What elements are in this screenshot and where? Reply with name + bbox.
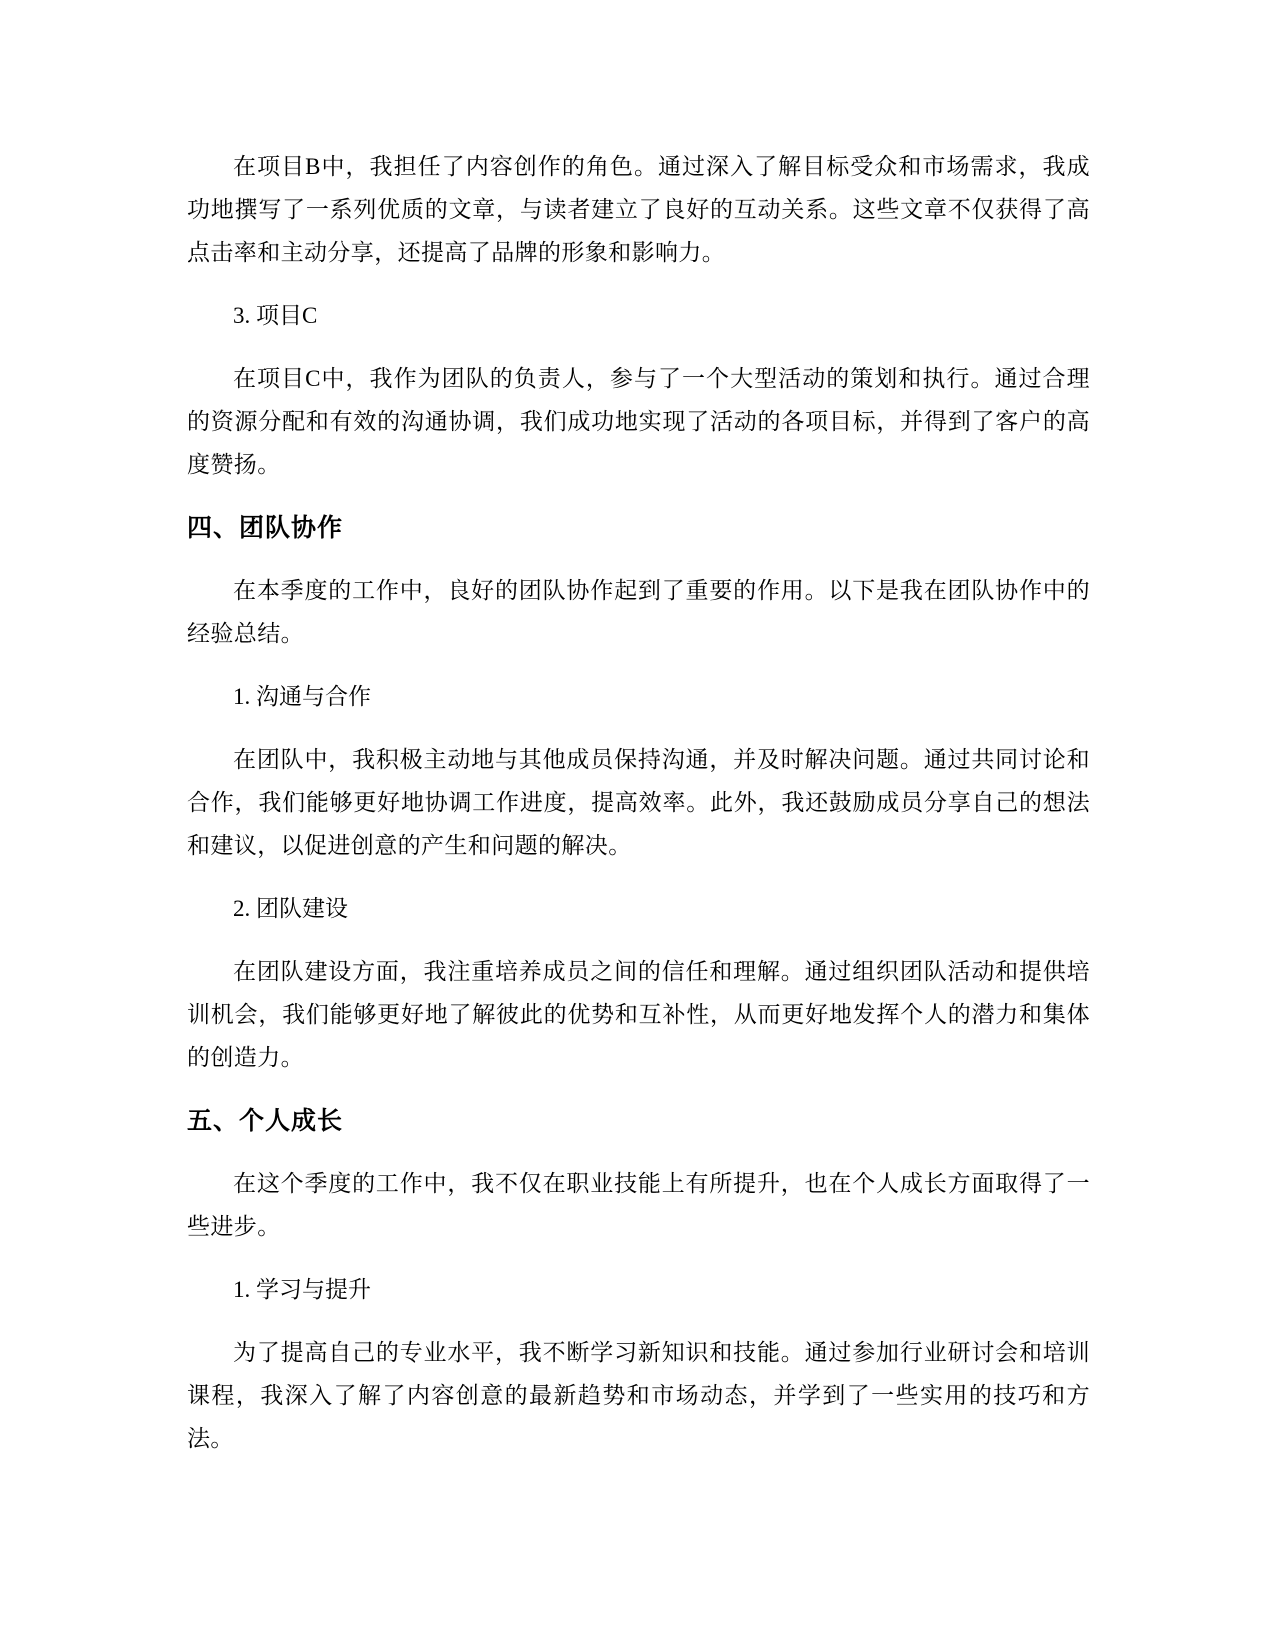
list-item-communication: 1. 沟通与合作: [233, 684, 371, 709]
paragraph-team-building: 在团队建设方面，我注重培养成员之间的信任和理解。通过组织团队活动和提供培训机会，我们能够更好地了解彼此的优势和互补性，从而更好地发挥个人的潜力和集体的创造力。: [187, 959, 1090, 1070]
list-item-learning: 1. 学习与提升: [233, 1277, 371, 1302]
paragraph-learning: 为了提高自己的专业水平，我不断学习新知识和技能。通过参加行业研讨会和培训课程，我深入了解了内容创意的最新趋势和市场动态，并学到了一些实用的技巧和方法。: [187, 1340, 1090, 1451]
paragraph-communication: 在团队中，我积极主动地与其他成员保持沟通，并及时解决问题。通过共同讨论和合作，我们能够更好地协调工作进度，提高效率。此外，我还鼓励成员分享自己的想法和建议，以促进创意的产生和问题的解决。: [187, 747, 1090, 858]
paragraph-growth-intro: 在这个季度的工作中，我不仅在职业技能上有所提升，也在个人成长方面取得了一些进步。: [187, 1171, 1090, 1239]
list-item-team-building: 2. 团队建设: [233, 896, 348, 921]
section-heading-personal-growth: 五、个人成长: [187, 1106, 344, 1135]
list-item-project-c: 3. 项目C: [233, 303, 318, 328]
paragraph-teamwork-intro: 在本季度的工作中，良好的团队协作起到了重要的作用。以下是我在团队协作中的经验总结。: [187, 578, 1090, 646]
paragraph-project-b: 在项目B中，我担任了内容创作的角色。通过深入了解目标受众和市场需求，我成功地撰写了一系列优质的文章，与读者建立了良好的互动关系。这些文章不仅获得了高点击率和主动分享，还提高了品牌的形象和影响力。: [187, 154, 1090, 265]
paragraph-project-c: 在项目C中，我作为团队的负责人，参与了一个大型活动的策划和执行。通过合理的资源分配和有效的沟通协调，我们成功地实现了活动的各项目标，并得到了客户的高度赞扬。: [187, 366, 1090, 477]
document-body: [187, 145, 1090, 1480]
section-heading-teamwork: 四、团队协作: [187, 513, 344, 542]
